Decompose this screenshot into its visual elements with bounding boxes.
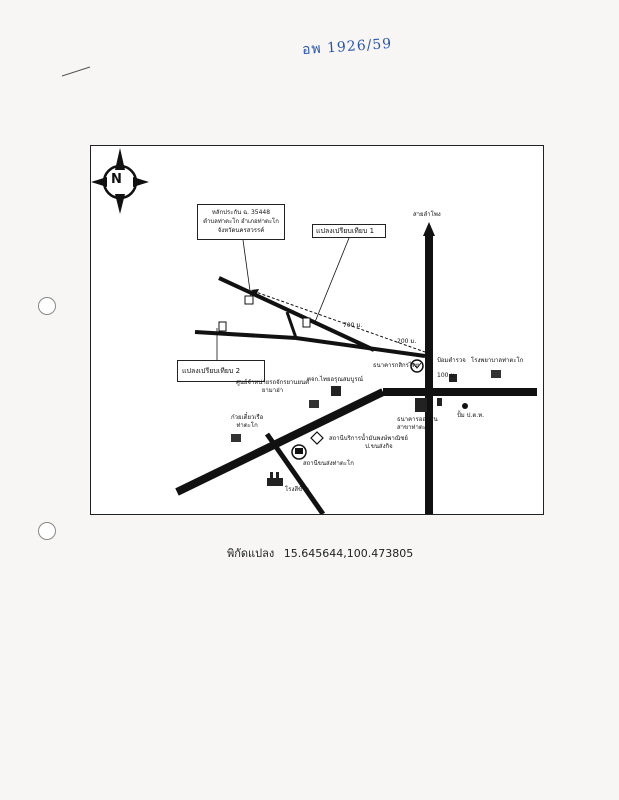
subject-property-callout — [197, 204, 285, 240]
callout-line: หลักประกัน ฉ. 35448 — [211, 209, 271, 216]
label-line: ศูนย์จำหน่ายรถจักรยานยนต์ — [236, 379, 309, 386]
callout-line: จังหวัดนครสวรรค์ — [217, 227, 265, 234]
police-station-label: ป้อมตำรวจ — [437, 357, 466, 364]
comparable-1-label: แปลงเปรียบเทียบ 1 — [312, 224, 386, 238]
distance-700: 700 ม. — [343, 322, 363, 329]
road-side-lower — [195, 332, 296, 338]
label-line: ท่าตะโก — [236, 422, 258, 429]
pump-station-label: ปั้ม ป.ต.ท. — [457, 412, 485, 419]
road-connector — [287, 312, 296, 338]
bus-terminal-label: สถานีขนส่งท่าตะโก — [303, 460, 354, 467]
comparable-plot-2 — [219, 322, 226, 331]
label-line: สาขาท่าตะโก — [397, 424, 433, 431]
punch-hole — [38, 297, 56, 315]
noodle-icon — [231, 434, 241, 442]
label-line: หจก.ไทยอรุณสมบูรณ์ — [307, 376, 364, 383]
plot-coordinates — [227, 544, 419, 562]
label-line: ยามาฮ่า — [261, 387, 284, 394]
tractor-icon — [309, 400, 319, 408]
handwritten-reference: อพ 1926/59 — [301, 35, 393, 59]
punch-hole — [38, 522, 56, 540]
tractor-dealer-label — [236, 379, 309, 395]
distance-200: 200 ม. — [397, 338, 417, 345]
road-north-label: สายลำโพง — [413, 211, 441, 218]
distance-100: 100 ม. — [437, 372, 457, 379]
gas-station-label — [329, 435, 408, 451]
label-line: ก๋วยเตี๋ยวเรือ — [231, 414, 264, 421]
gas-station-icon — [311, 432, 323, 444]
callout-line: ตำบลท่าตะโก อำเภอท่าตะโก — [203, 218, 279, 225]
pump-icon — [437, 398, 442, 406]
subject-plot — [245, 296, 253, 304]
rice-mill-label: โรงสีข้าว — [285, 486, 309, 493]
gas-drop-icon — [462, 403, 468, 409]
pen-mark — [60, 62, 100, 82]
label-line: ธนาคารออมสิน — [397, 416, 438, 423]
comparable-2-label: แปลงเปรียบเทียบ 2 — [177, 360, 265, 382]
bank-kasikorn-label: ธนาคารกสิกรไทย — [373, 362, 420, 369]
rice-mill-icon — [267, 472, 283, 486]
label-line: ป.ขนส่งกิจ — [365, 443, 393, 450]
bank-icon — [415, 398, 427, 412]
hospital-label: โรงพยาบาลท่าตะโก — [471, 357, 524, 364]
road-north-arrow — [423, 222, 435, 236]
dealer-icon — [331, 386, 341, 396]
label-line: สถานีบริการน้ำมันพงษ์พาณิชย์ — [329, 435, 408, 442]
rice-dealer-label — [307, 376, 363, 384]
coord-label: พิกัดแปลง — [227, 547, 275, 560]
north-label: N — [111, 172, 122, 187]
comparable-plot-1 — [303, 318, 310, 327]
hospital-icon — [491, 370, 501, 378]
noodle-shop-label — [231, 414, 263, 430]
bank-branch-label — [397, 416, 438, 432]
location-map — [90, 145, 544, 515]
coord-value: 15.645644,100.473805 — [283, 547, 414, 560]
map-drawing — [91, 146, 543, 514]
